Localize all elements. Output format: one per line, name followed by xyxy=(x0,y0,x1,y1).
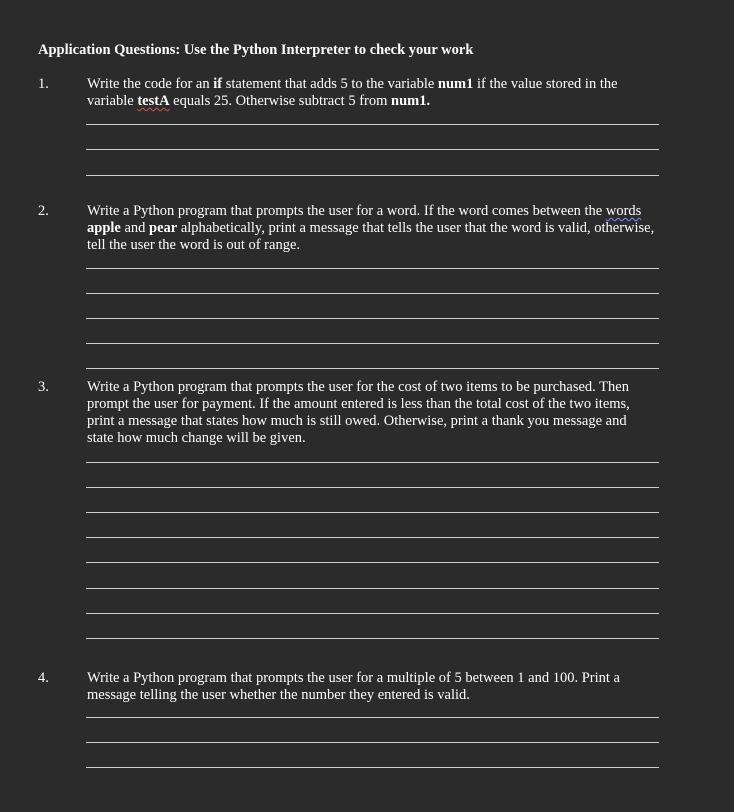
text-run: statement that adds 5 to the variable xyxy=(222,76,438,92)
question-number: 2. xyxy=(38,203,49,219)
text-run: tell the user the word is out of range. xyxy=(87,237,301,253)
answer-line xyxy=(86,512,659,513)
answer-line xyxy=(86,149,659,150)
answer-line xyxy=(86,742,659,743)
text-run: prompt the user for payment. If the amount entered is less than the total cost of the two items, xyxy=(87,396,630,412)
answer-line xyxy=(86,613,659,614)
text-run: if the value stored in the xyxy=(473,76,618,92)
answer-line xyxy=(86,268,659,269)
page-heading: Application Questions: Use the Python Interpreter to check your work xyxy=(38,42,474,58)
text-run: and xyxy=(120,220,150,236)
question-text xyxy=(87,76,665,110)
answer-line xyxy=(86,318,659,319)
answer-line xyxy=(86,293,659,294)
text-run: Write the code for an xyxy=(87,76,214,92)
text-run: variable xyxy=(87,93,138,109)
text-run: print a message that states how much is still owed. Otherwise, print a thank you message and xyxy=(87,413,627,429)
answer-line xyxy=(86,462,659,463)
answer-line xyxy=(86,717,659,718)
variable-num1: num1 xyxy=(437,76,474,92)
question-number: 3. xyxy=(38,379,49,395)
text-run: alphabetically, print a message that tells the user that the word is valid, otherwise, xyxy=(177,220,655,236)
question-text xyxy=(87,203,665,254)
text-run: Write a Python program that prompts the user for the cost of two items to be purchased. Then xyxy=(87,379,629,395)
answer-line xyxy=(86,487,659,488)
variable-num1: num1. xyxy=(391,93,431,109)
keyword-if: if xyxy=(213,76,223,92)
answer-line xyxy=(86,537,659,538)
text-run: state how much change will be given. xyxy=(87,430,306,446)
answer-line xyxy=(86,562,659,563)
question-text xyxy=(87,670,665,704)
question-number: 1. xyxy=(38,76,49,92)
answer-line xyxy=(86,343,659,344)
question-number: 4. xyxy=(38,670,49,686)
answer-line xyxy=(86,175,659,176)
text-run: Write a Python program that prompts the user for a word. If the word comes between the xyxy=(87,203,606,219)
answer-line xyxy=(86,368,659,369)
text-run: equals 25. Otherwise subtract 5 from xyxy=(169,93,392,109)
word-pear: pear xyxy=(149,220,178,236)
answer-line xyxy=(86,124,659,125)
word-apple: apple xyxy=(87,220,121,236)
variable-testA: testA xyxy=(137,93,170,109)
text-run: Write a Python program that prompts the user for a multiple of 5 between 1 and 100. Print a xyxy=(87,670,620,686)
text-run: message telling the user whether the number they entered is valid. xyxy=(87,687,470,703)
answer-line xyxy=(86,638,659,639)
answer-line xyxy=(86,767,659,768)
question-text xyxy=(87,379,665,447)
answer-line xyxy=(86,588,659,589)
text-run: words xyxy=(605,203,642,219)
